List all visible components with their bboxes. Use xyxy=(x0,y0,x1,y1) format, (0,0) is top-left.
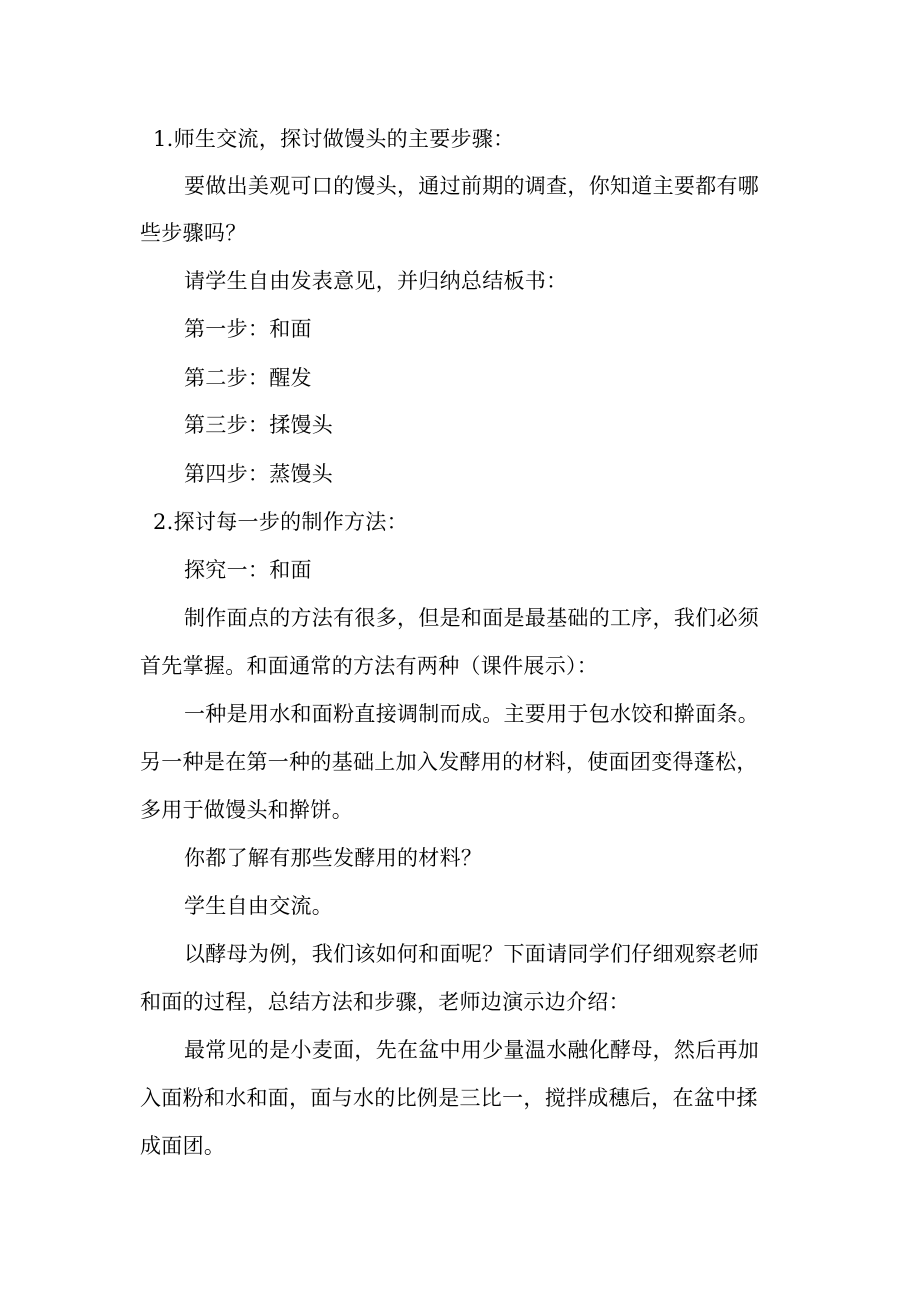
summary-line: 请学生自由发表意见，并归纳总结板书： xyxy=(184,269,568,293)
section-1-heading: 1.师生交流，探讨做馒头的主要步骤： xyxy=(153,127,515,151)
paragraph-2-line-1: 一种是用水和面粉直接调制而成。主要用于包水饺和擀面条。 xyxy=(184,702,760,726)
paragraph-3-line-2: 和面的过程，总结方法和步骤，老师边演示边介绍： xyxy=(140,990,630,1014)
question-line: 你都了解有那些发酵用的材料？ xyxy=(184,846,483,870)
paragraph-4-line-2: 入面粉和水和面，面与水的比例是三比一，搅拌成穗后，在盆中揉 xyxy=(140,1086,758,1110)
step-2: 第二步：醒发 xyxy=(184,366,312,390)
paragraph-3-line-1: 以酵母为例，我们该如何和面呢？下面请同学们仔细观察老师 xyxy=(184,942,760,966)
paragraph-2-line-2: 另一种是在第一种的基础上加入发酵用的材料，使面团变得蓬松， xyxy=(140,750,758,774)
paragraph-1-line-1: 制作面点的方法有很多，但是和面是最基础的工序，我们必须 xyxy=(184,606,760,630)
section-2-heading: 2.探讨每一步的制作方法： xyxy=(153,510,408,534)
paragraph-4-line-1: 最常见的是小麦面，先在盆中用少量温水融化酵母，然后再加 xyxy=(184,1038,760,1062)
paragraph-2-line-3: 多用于做馒头和擀饼。 xyxy=(140,798,353,822)
step-3: 第三步：揉馒头 xyxy=(184,413,334,437)
paragraph-1-line-2: 首先掌握。和面通常的方法有两种（课件展示）： xyxy=(140,654,599,678)
step-4: 第四步：蒸馒头 xyxy=(184,462,334,486)
step-1: 第一步：和面 xyxy=(184,317,312,341)
explore-title: 探究一：和面 xyxy=(184,558,312,582)
paragraph-4-line-3: 成面团。 xyxy=(140,1134,226,1158)
student-exchange-line: 学生自由交流。 xyxy=(184,894,334,918)
intro-line-1: 要做出美观可口的馒头，通过前期的调查，你知道主要都有哪 xyxy=(184,174,760,198)
intro-line-2: 些步骤吗？ xyxy=(140,221,247,245)
